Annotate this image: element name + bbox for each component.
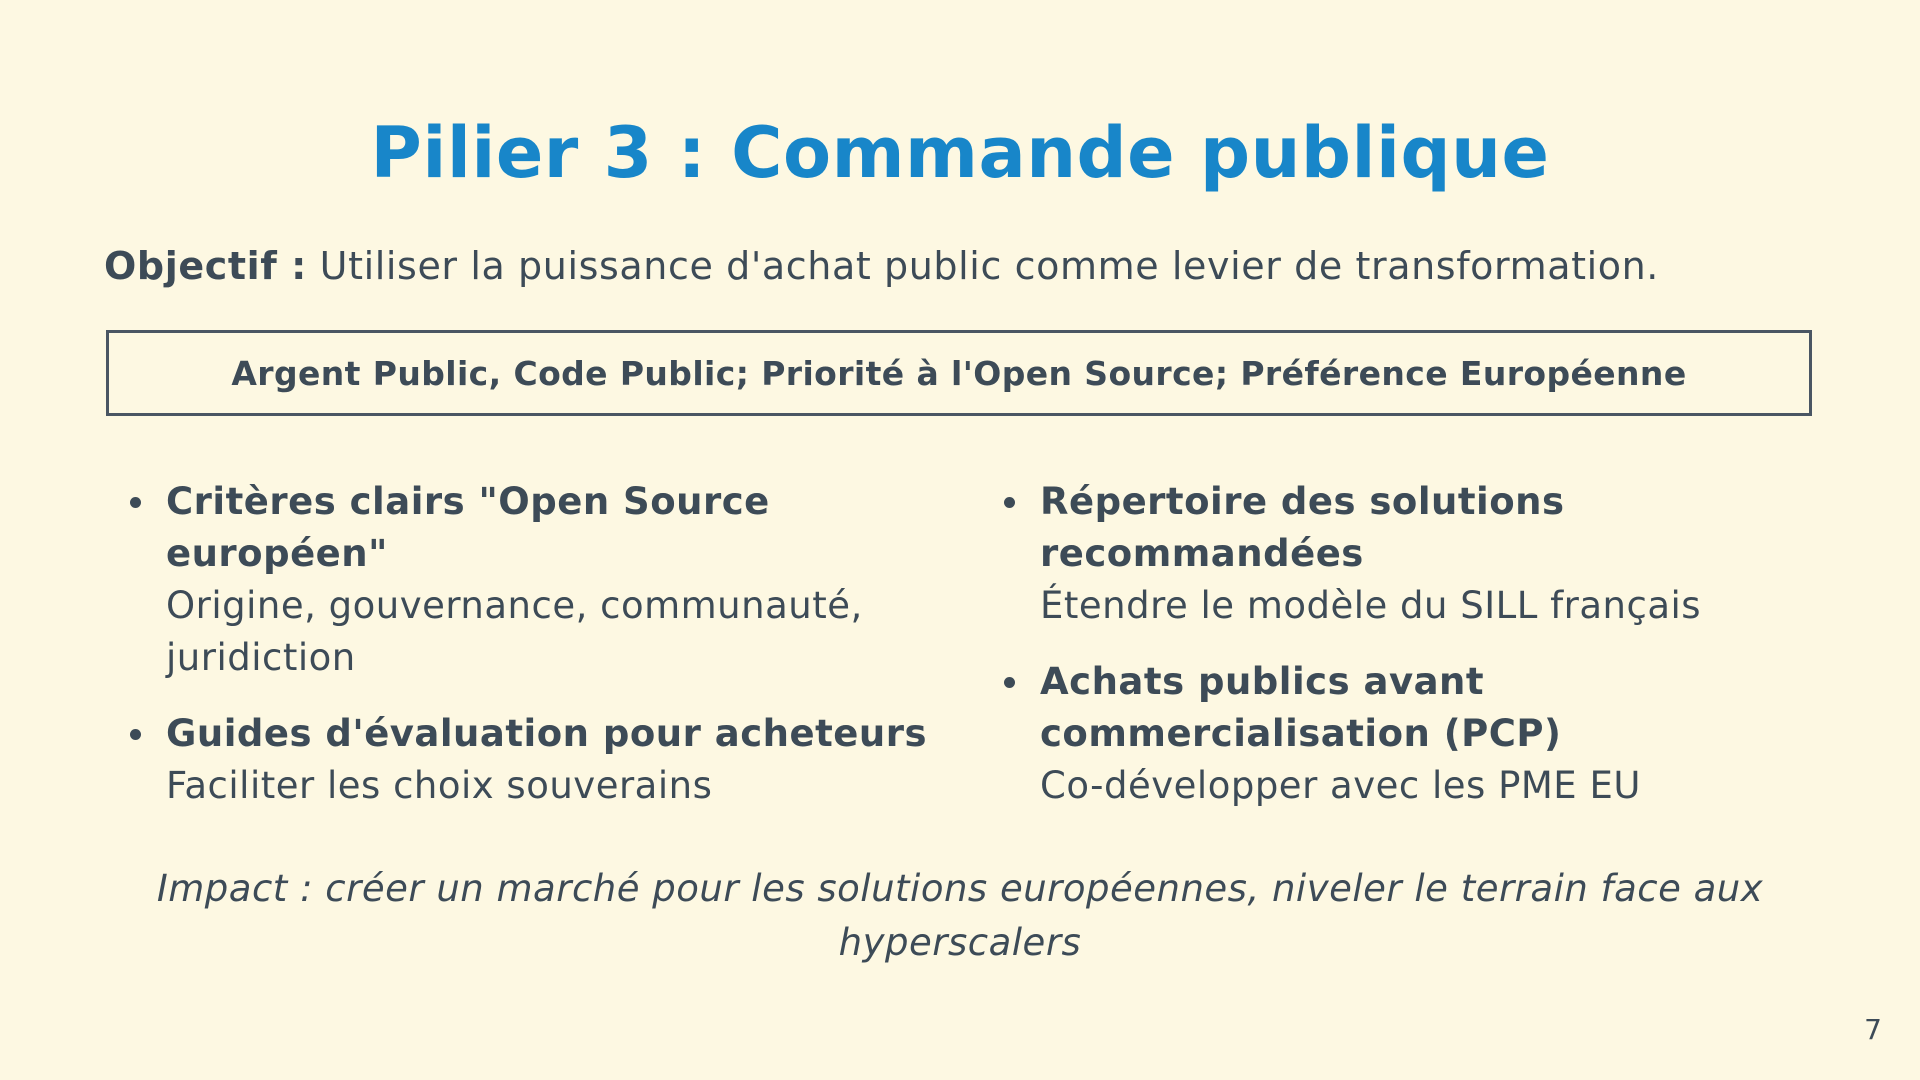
list-item-title: Achats publics avant commercialisation (PCP) — [1040, 660, 1562, 755]
bullet-dot-icon — [130, 497, 141, 508]
objective-label: Objectif : — [104, 244, 307, 288]
bullet-dot-icon — [130, 729, 141, 740]
bullet-dot-icon — [1004, 677, 1015, 688]
list-item — [1004, 656, 1860, 812]
list-item — [1004, 476, 1860, 632]
list-item — [130, 476, 960, 684]
impact-statement: Impact : créer un marché pour les solutions européennes, niveler le terrain face aux hyperscalers — [156, 867, 1764, 964]
list-item-description: Co-développer avec les PME EU — [1040, 764, 1641, 807]
right-bullet-list — [1004, 476, 1860, 836]
principles-banner — [106, 330, 1812, 416]
bullet-dot-icon — [1004, 497, 1015, 508]
page-number: 7 — [1864, 1013, 1882, 1046]
list-item-title: Critères clairs "Open Source européen" — [166, 480, 770, 575]
principles-banner-text: Argent Public, Code Public; Priorité à l'Open Source; Préférence Européenne — [231, 353, 1687, 393]
slide-title: Pilier 3 : Commande publique — [370, 112, 1550, 194]
list-item-description: Faciliter les choix souverains — [166, 764, 713, 807]
list-item-description: Origine, gouvernance, communauté, juridiction — [166, 584, 863, 679]
objective-text: Utiliser la puissance d'achat public comme levier de transformation. — [306, 244, 1659, 288]
list-item-title: Répertoire des solutions recommandées — [1040, 480, 1565, 575]
list-item — [130, 708, 960, 812]
objective-line — [104, 244, 1659, 288]
left-bullet-list — [130, 476, 960, 836]
list-item-description: Étendre le modèle du SILL français — [1040, 584, 1702, 627]
list-item-title: Guides d'évaluation pour acheteurs — [166, 712, 927, 755]
